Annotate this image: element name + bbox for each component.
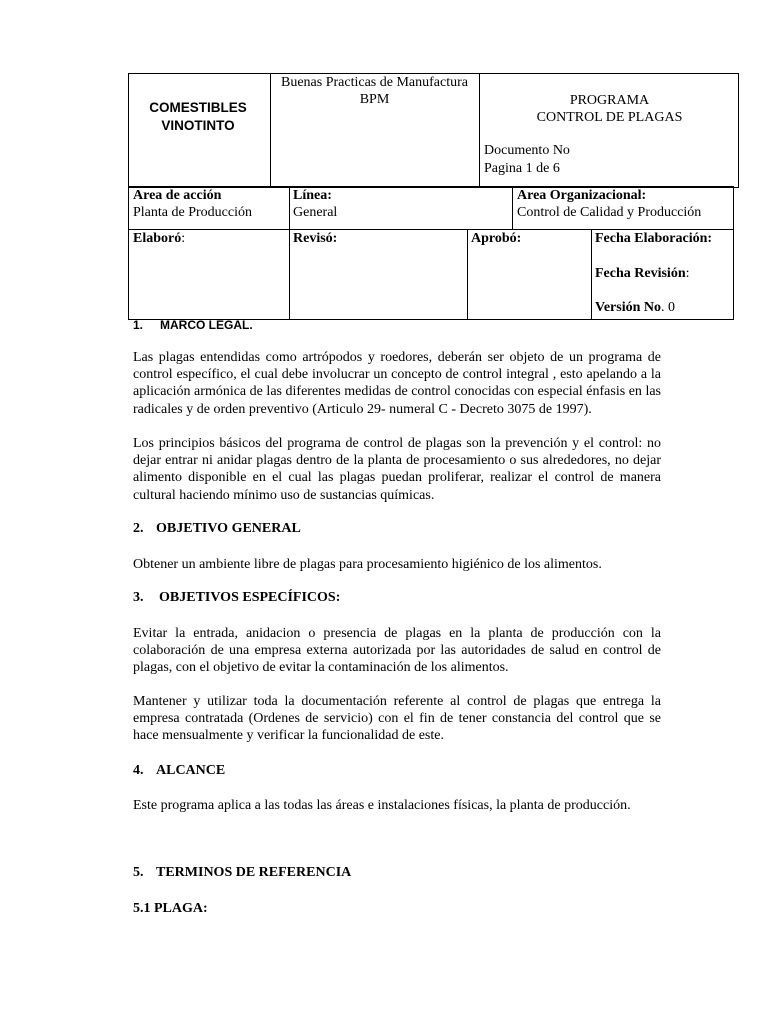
section-2-paragraph-1: Obtener un ambiente libre de plagas para procesamiento higiénico de los alimentos. [133,557,602,572]
program-line-2: CONTROL DE PLAGAS [536,110,683,125]
header-divider-2 [479,73,480,186]
page-indicator: Pagina 1 de 6 [484,161,560,176]
area-label: Area de acción [133,188,222,203]
approval-divider-2 [467,229,468,320]
version-value: . 0 [661,300,675,315]
aprobo-label: Aprobó: [471,231,522,246]
elaboro-label: Elaboró [133,231,182,246]
bpm-title [270,74,479,108]
section-4-paragraph-1: Este programa aplica a las todas las áreas e instalaciones físicas, la planta de producción. [133,798,631,813]
version-field [595,299,675,316]
section-3-paragraph-2: Mantener y utilizar toda la documentación referente al control de plagas que entrega la empresa contratada (Ordenes de servicio) con el fin de tener constancia del control que se hace mensualmente y verificar la funcionalidad de este. [133,694,661,744]
section-5-number: 5. [133,865,144,880]
section-2-heading [133,521,301,537]
elaboro-colon: : [181,231,186,246]
section-1-title: MARCO LEGAL. [160,318,253,332]
org-label: Area Organizacional: [517,188,647,203]
section-4-number: 4. [133,763,144,778]
approval-divider-3 [591,229,592,320]
linea-label: Línea: [293,188,332,203]
company-name: COMESTIBLES VINOTINTO [149,100,247,133]
program-title [480,92,739,126]
section-1-number: 1. [133,318,144,332]
program-line-1: PROGRAMA [569,93,650,108]
bpm-line-1: Buenas Practicas de Manufactura [281,75,468,90]
elaboro-field [133,230,185,247]
area-value: Planta de Producción [133,205,252,220]
section-1-heading [133,318,253,332]
section-1-paragraph-1: Las plagas entendidas como artrópodos y roedores, deberán ser objeto de un programa de control específico, el cual debe involucrar un concepto de control integral , esto apelando a la aplicación armónica de las diferentes medidas de control conocidas con especial énfasis en las radicales y de orden preventivo (Articulo 29- numeral C - Decreto 3075 de 1997). [133,350,661,417]
section-5-1-heading: 5.1 PLAGA: [133,901,208,916]
section-3-title: OBJETIVOS ESPECÍFICOS: [159,590,341,605]
approval-divider-1 [289,229,290,320]
fecha-elaboracion-label: Fecha Elaboración: [595,231,713,246]
fecha-revision-label: Fecha Revisión [595,266,686,281]
section-3-paragraph-1: Evitar la entrada, anidacion o presencia de plagas en la planta de producción con la colaboración de una empresa externa autorizada por las autoridades de salud en control de plagas, con el objetivo de evitar la contaminación de los alimentos. [133,626,661,676]
section-3-heading [133,590,340,606]
section-4-heading [133,763,225,779]
section-3-number: 3. [133,590,144,605]
linea-value: General [293,205,338,220]
info-divider-1 [289,186,290,230]
info-divider-2 [512,186,513,230]
section-2-number: 2. [133,521,144,536]
reviso-label: Revisó: [293,231,338,246]
bpm-line-2: BPM [359,92,390,107]
org-value: Control de Calidad y Producción [517,205,702,220]
section-5-heading [133,865,351,881]
version-label: Versión No [595,300,661,315]
section-4-title: ALCANCE [156,763,226,778]
section-5-title: TERMINOS DE REFERENCIA [156,865,352,880]
fecha-revision-colon: : [685,266,690,281]
section-1-paragraph-2: Los principios básicos del programa de control de plagas son la prevención y el control: no dejar entrar ni anidar plagas dentro de la planta de procesamiento o sus alrededores, no dejar alimento disponible en el cual las plagas puedan proliferar, realizar el control de manera cultural haciendo mínimo uso de sustancias químicas. [133,436,661,503]
fecha-revision-field [595,265,690,282]
document-number: Documento No [484,143,570,158]
section-2-title: OBJETIVO GENERAL [156,521,301,536]
